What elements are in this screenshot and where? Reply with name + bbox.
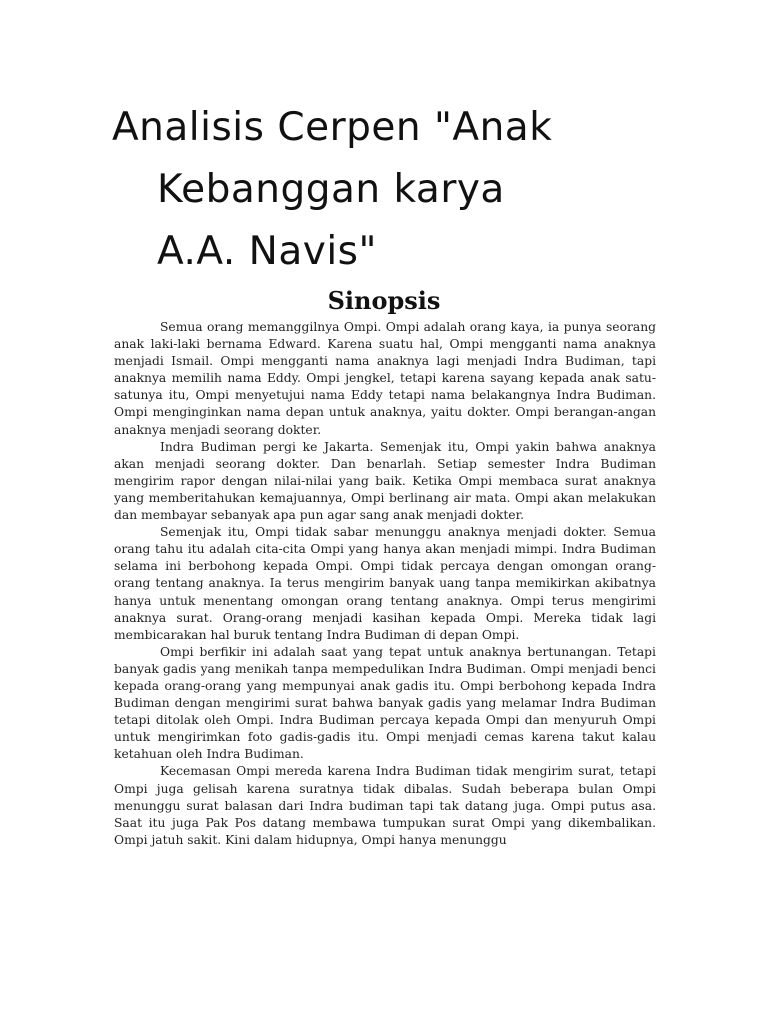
title-line-1: Analisis Cerpen "Anak bbox=[112, 105, 553, 150]
body-text bbox=[114, 319, 656, 849]
paragraph: Indra Budiman pergi ke Jakarta. Semenjak itu, Ompi yakin bahwa anaknya akan menjadi seorang dokter. Dan benarlah. Setiap semester Indra Budiman mengirim rapor dengan nilai-nilai yang baik. Ketika Ompi membaca surat anaknya yang memberitahukan kemajuannya, Ompi berlinang air mata. Ompi akan melakukan dan membayar sebanyak apa pun agar sang anak menjadi dokter. bbox=[114, 439, 656, 523]
title-line-2: Kebanggan karya bbox=[157, 167, 505, 212]
paragraph: Kecemasan Ompi mereda karena Indra Budiman tidak mengirim surat, tetapi Ompi juga gelisah karena suratnya tidak dibalas. Sudah beberapa bulan Ompi menunggu surat balasan dari Indra budiman tapi tak datang juga. Ompi putus asa. Saat itu juga Pak Pos datang membawa tumpukan surat Ompi yang dikembalikan. Ompi jatuh sakit. Kini dalam hidupnya, Ompi hanya menunggu bbox=[114, 764, 656, 847]
title-line-3: A.A. Navis" bbox=[157, 229, 377, 274]
document-title bbox=[112, 97, 652, 283]
paragraph: Semenjak itu, Ompi tidak sabar menunggu anaknya menjadi dokter. Semua orang tahu itu adalah cita-cita Ompi yang hanya akan menjadi mimpi. Indra Budiman selama ini berbohong kepada Ompi. Ompi tidak percaya dengan omongan orang-orang tentang anaknya. Ia terus mengirim banyak uang tanpa memikirkan akibatnya hanya untuk menentang omongan orang tentang anaknya. Ompi terus mengirimi anaknya surat. Orang-orang menjadi kasihan kepada Ompi. Mereka tidak lagi membicarakan hal buruk tentang Indra Budiman di depan Ompi. bbox=[114, 525, 656, 642]
paragraph: Semua orang memanggilnya Ompi. Ompi adalah orang kaya, ia punya seorang anak laki-laki bernama Edward. Karena suatu hal, Ompi mengganti nama anaknya menjadi Ismail. Ompi mengganti nama anaknya lagi menjadi Indra Budiman, tapi anaknya memilih nama Eddy. Ompi jengkel, tetapi karena sayang kepada anak satu-satunya itu, Ompi menyetujui nama Eddy tetapi nama belakangnya Indra Budiman. Ompi menginginkan nama depan untuk anaknya, yaitu dokter. Ompi berangan-angan anaknya menjadi seorang dokter. bbox=[114, 320, 656, 437]
paragraph: Ompi berfikir ini adalah saat yang tepat untuk anaknya bertunangan. Tetapi banyak gadis yang menikah tanpa mempedulikan Indra Budiman. Ompi menjadi benci kepada orang-orang yang mempunyai anak gadis itu. Ompi berbohong kepada Indra Budiman dengan mengirimi surat bahwa banyak gadis yang melamar Indra Budiman tetapi ditolak oleh Ompi. Indra Budiman percaya kepada Ompi dan menyuruh Ompi untuk mengirimkan foto gadis-gadis itu. Ompi menjadi cemas karena takut kalau ketahuan oleh Indra Budiman. bbox=[114, 644, 656, 762]
section-heading: Sinopsis bbox=[327, 286, 441, 315]
